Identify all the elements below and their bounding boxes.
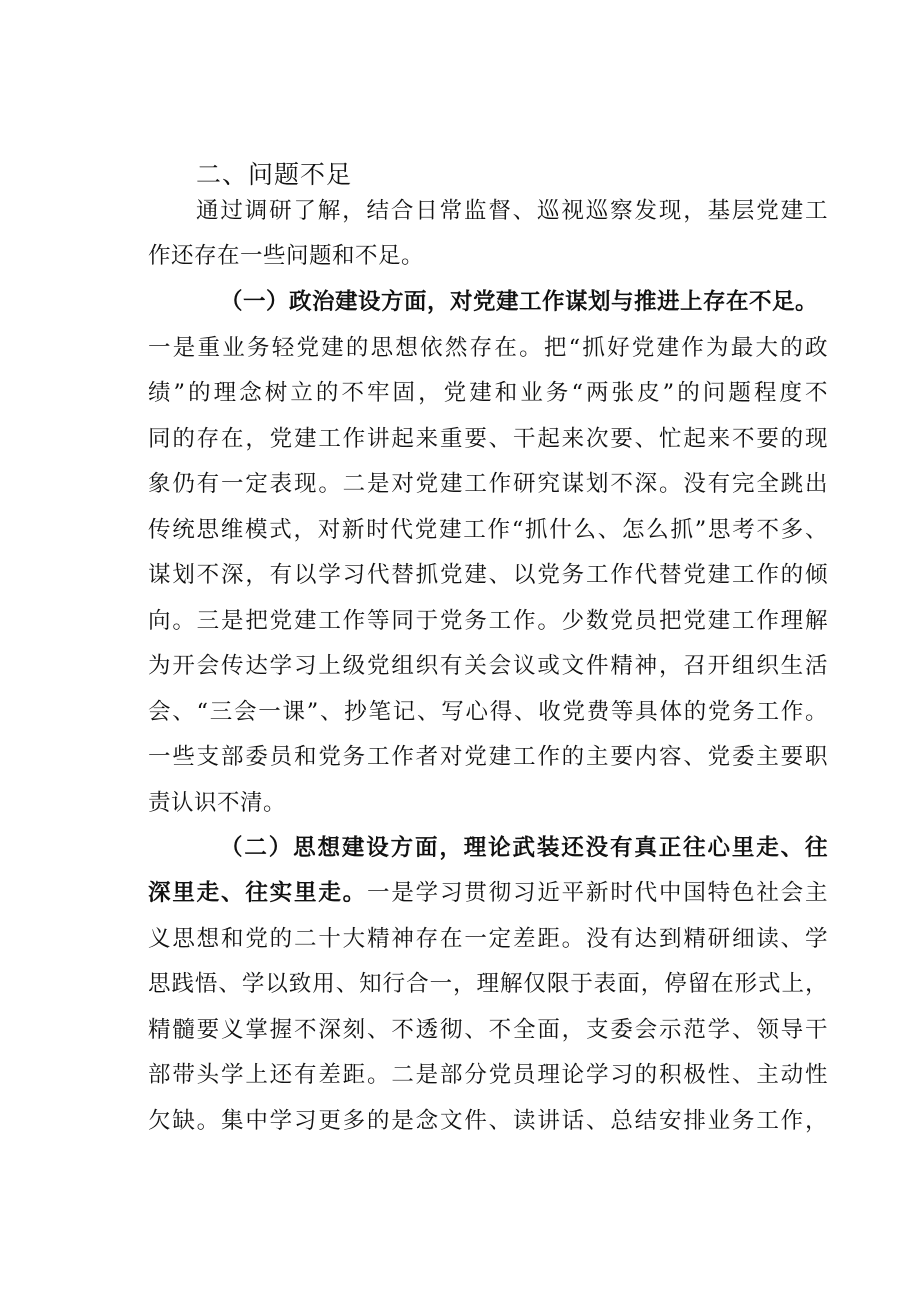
body-line-2: 作还存在一些问题和不足。 — [148, 243, 425, 269]
body-line-18: 思践悟、学以致用、知行合一，理解仅限于表面，停留在形式上， — [148, 971, 828, 997]
body-line-5: 绩”的理念树立的不牢固，党建和业务“两张皮”的问题程度不 — [148, 380, 828, 406]
body-line-10: 向。三是把党建工作等同于党务工作。少数党员把党建工作理解 — [148, 608, 828, 634]
subsection-title-2-continued: 深里走、往实里走。 — [148, 880, 367, 906]
subsection-title-1: （一）政治建设方面，对党建工作谋划与推进上存在不足。 — [220, 289, 819, 315]
body-line-7: 象仍有一定表现。二是对党建工作研究谋划不深。没有完全跳出 — [148, 471, 828, 497]
body-line-13: 一些支部委员和党务工作者对党建工作的主要内容、党委主要职 — [148, 744, 828, 770]
body-line-11: 为开会传达学习上级党组织有关会议或文件精神，召开组织生活 — [148, 653, 828, 679]
body-line-20: 部带头学上还有差距。二是部分党员理论学习的积极性、主动性 — [148, 1062, 828, 1088]
body-line-21: 欠缺。集中学习更多的是念文件、读讲话、总结安排业务工作， — [148, 1108, 828, 1134]
subsection-title-2: （二）思想建设方面，理论武装还没有真正往心里走、往 — [220, 835, 828, 861]
body-line-17: 义思想和党的二十大精神存在一定差距。没有达到精研细读、学 — [148, 926, 828, 952]
body-line-16 — [148, 878, 828, 908]
body-line-14: 责认识不清。 — [148, 790, 287, 816]
body-line-4: 一是重业务轻党建的思想依然存在。把“抓好党建作为最大的政 — [148, 335, 828, 361]
body-line-6: 同的存在，党建工作讲起来重要、干起来次要、忙起来不要的现 — [148, 426, 828, 452]
body-line-9: 谋划不深，有以学习代替抓党建、以党务工作代替党建工作的倾 — [148, 562, 828, 588]
body-line-1: 通过调研了解，结合日常监督、巡视巡察发现，基层党建工 — [196, 198, 828, 224]
section-title: 二、问题不足 — [196, 160, 353, 189]
body-line-12: 会、“三会一课”、抄笔记、写心得、收党费等具体的党务工作。 — [148, 699, 828, 725]
body-line-8: 传统思维模式，对新时代党建工作“抓什么、怎么抓”思考不多、 — [148, 517, 828, 543]
body-line-16-text: 一是学习贯彻习近平新时代中国特色社会主 — [367, 880, 828, 906]
body-line-19: 精髓要义掌握不深刻、不透彻、不全面，支委会示范学、领导干 — [148, 1017, 828, 1043]
